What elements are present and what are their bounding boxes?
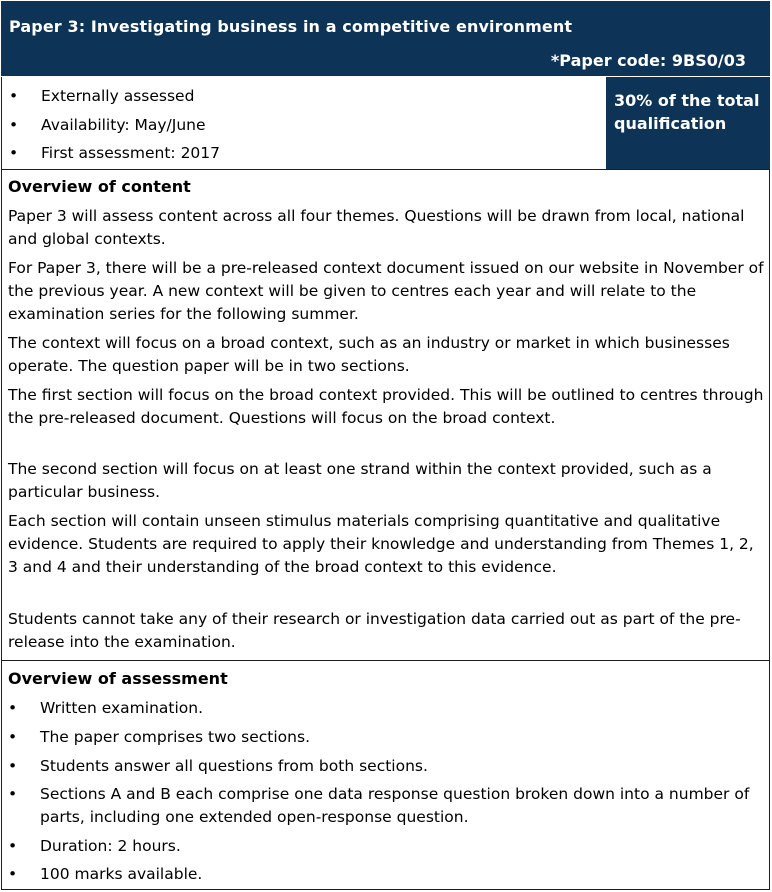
content-paragraph: Each section will contain unseen stimulus materials comprising quantitative and qualitative evidence. Students are required to apply their knowledge and understanding from Themes 1, 2, 3 and 4 and their understanding of the broad context to this evidence. — [8, 512, 754, 576]
section-divider — [1, 169, 770, 170]
qualification-weighting: 30% of the total qualification — [606, 77, 770, 169]
paper-title: Paper 3: Investigating business in a competitive environment — [9, 17, 573, 36]
paper-header — [1, 1, 770, 76]
assessment-meta: • Externally assessed • Availability: May/June • First assessment: 2017 — [9, 87, 221, 162]
content-paragraph: Students cannot take any of their research or investigation data carried out as part of the pre-release into the examination. — [8, 610, 741, 651]
content-paragraph: The first section will focus on the broad context provided. This will be outlined to centres through the pre-released document. Questions will focus on the broad context. — [8, 386, 764, 427]
content-paragraph: Paper 3 will assess content across all four themes. Questions will be drawn from local, national and global contexts. — [8, 207, 745, 248]
content-heading: Overview of content — [8, 177, 191, 196]
content-paragraph: The context will focus on a broad context, such as an industry or market in which businesses operate. The question paper will be in two sections. — [8, 334, 730, 375]
content-paragraph: The second section will focus on at least one strand within the context provided, such as a particular business. — [8, 460, 712, 501]
paper-code: *Paper code: 9BS0/03 — [550, 51, 746, 70]
section-divider — [1, 660, 770, 661]
content-paragraph: For Paper 3, there will be a pre-released context document issued on our website in November of the previous year. A new context will be given to centres each year and will relate to the examination series for the following summer. — [8, 259, 764, 323]
assessment-heading: Overview of assessment — [8, 669, 228, 688]
